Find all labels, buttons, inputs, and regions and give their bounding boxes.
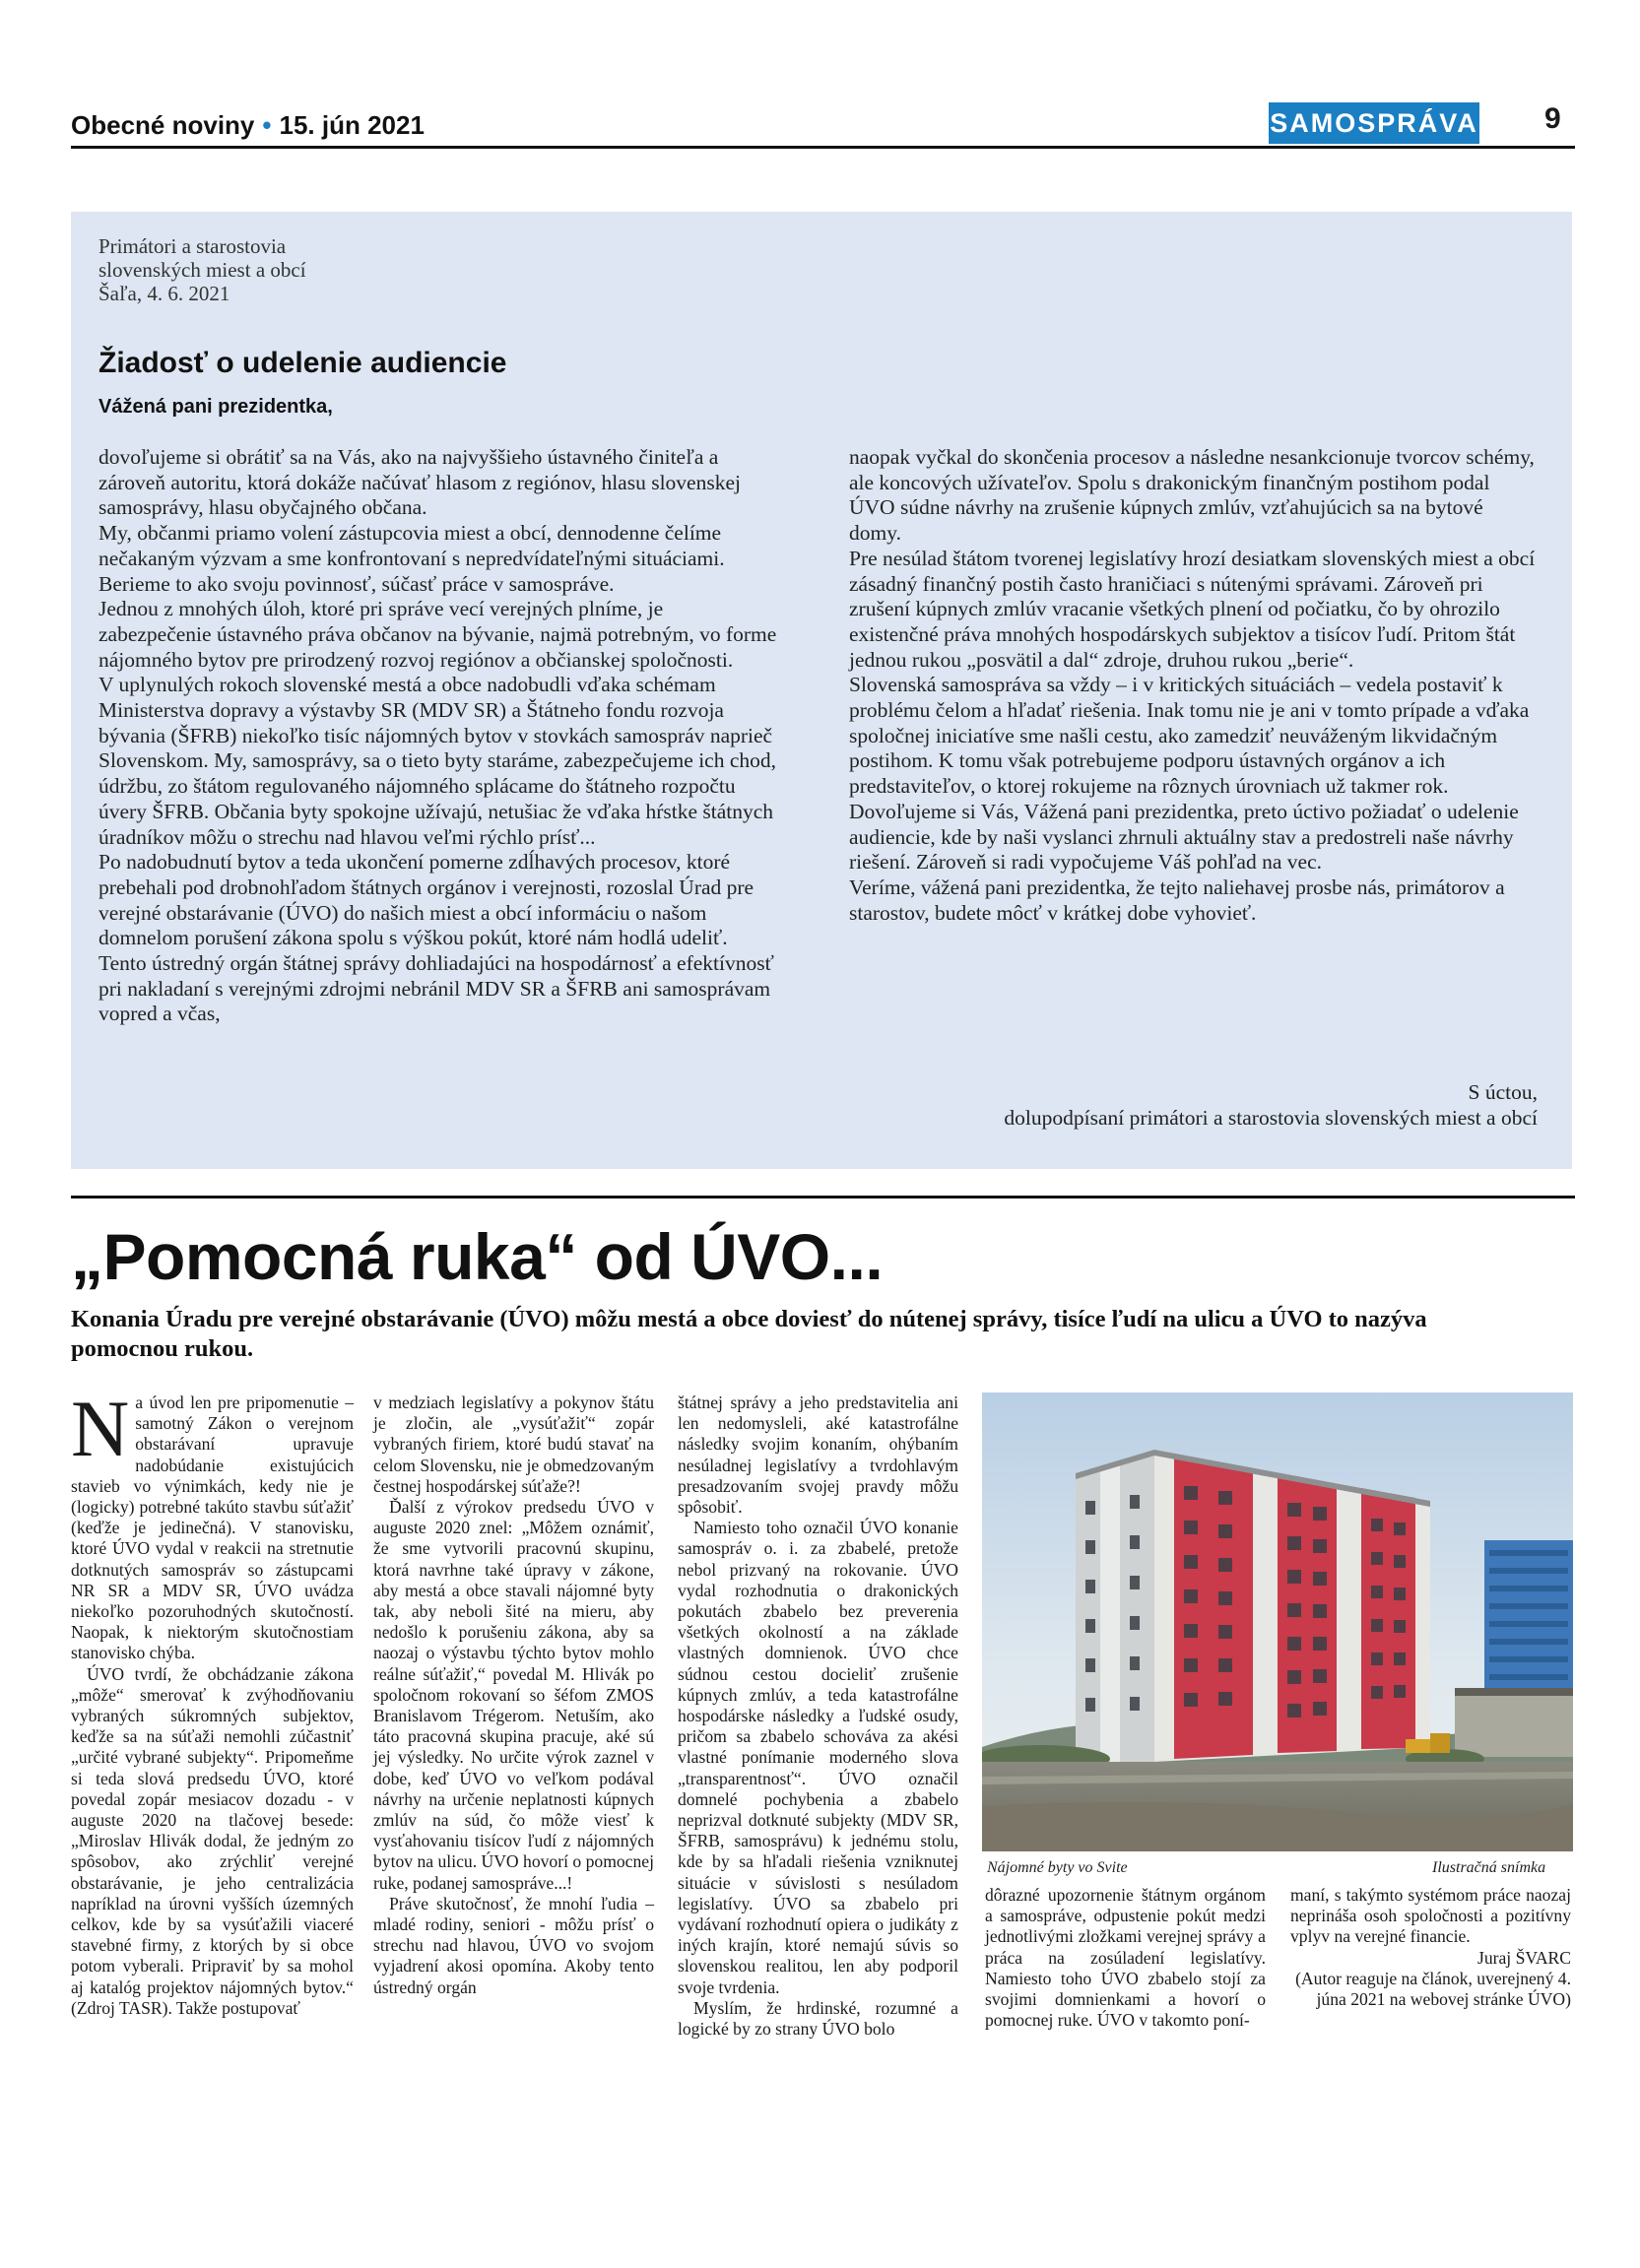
- header-separator: •: [262, 110, 272, 140]
- letter-sender: [98, 234, 306, 305]
- letter-paragraph: Slovenská samospráva sa vždy – i v kritických situáciách – vedela postaviť k problému čelom a hľadať riešenia. Inak tomu nie je ani v tomto prípade a vďaka spoločnej iniciatíve sme našli cestu, ako zamedziť neuváženým likvidačným postihom. K tomu však potrebujeme podporu ústavných orgánov a ich predstaviteľov, o ktorej rokujeme na rôznych úrovniach už takmer rok.: [849, 673, 1530, 799]
- article-paragraph: Namiesto toho označil ÚVO konanie samospráv o. i. za zbabelé, pretože nebol prizvaný na rokovanie. ÚVO vydal rozhodnutia o drakonických pokutách zbabelo bez preverenia všetkých okolností a na základe vlastných domnienok. ÚVO chce súdnou cestou docieliť zrušenie kúpnych zmlúv, a teda katastrofálne hospodárske následky a ľudské osudy, pričom sa zbabelo schováva za akési vlastné ponímanie moderného slova „transparentnosť“. ÚVO označil domnelé pochybenia a zbabelo neprizval dotknuté subjekty (MDV SR, ŠFRB, samosprávu) k jednému stolu, kde by sa hľadali riešenia vzniknutej situácie v súvislosti s nesúladom legislatívy. ÚVO sa zbabelo pri vydávaní rozhodnutí opiera o judikáty z iných krajín, ktoré nemajú súvis so slovenskou realitou, len aby podporil svoje tvrdenia.: [678, 1518, 958, 1997]
- article-paragraph: v medziach legislatívy a pokynov štátu je zločin, ale „vysúťažiť“ zopár vybraných firiem, ktoré budú stavať na celom Slovensku, nie je obmedzovaným čestnej hospodárskej súťaže?!: [373, 1393, 654, 1496]
- letter-title: Žiadosť o udelenie audiencie: [98, 347, 507, 379]
- author-note: (Autor reaguje na článok, uverejnený 4. júna 2021 na webovej stránke ÚVO): [1295, 1968, 1571, 2010]
- article-paragraph: ÚVO tvrdí, že obchádzanie zákona „môže“ smerovať k zvýhodňovaniu vybraných súkromných subjektov, keďže sa na súťaži nemohli zúčastniť „určité vybrané subjekty“. Pripomeňme si teda slová predsedu ÚVO, ktoré povedal zopár mesiacov dozadu - v auguste 2020 na tlačovej besede: „Miroslav Hlivák dodal, že jedným zo spôsobov, ako zrýchliť verejné obstarávanie, je jeho centralizácia napríklad na úrovni vyšších územných celkov, kde by sa vysúťažili viaceré stavebné firmy, z ktorých by si obce potom vyberali. Pripraviť by sa mohol aj katalóg projektov nájomných bytov.“ (Zdroj TASR). Takže postupovať: [71, 1663, 354, 2018]
- sender-line: slovenských miest a obcí: [98, 258, 306, 282]
- letter-paragraph: Dovoľujeme si Vás, Vážená pani prezidentka, preto úctivo požiadať o udelenie audiencie, kde by naši vyslanci zhrnuli aktuálny stav a predostreli naše návrhy riešení. Zároveň si radi vypočujeme Váš pohľad na vec.: [849, 799, 1519, 875]
- article-column-2: [373, 1393, 654, 1998]
- letter-paragraph: Veríme, vážená pani prezidentka, že tejto naliehavej prosbe nás, primátorov a starostov, budete môcť v krátkej dobe vyhovieť.: [849, 875, 1505, 925]
- sender-line: Primátori a starostovia: [98, 234, 287, 258]
- page-number: 9: [1544, 102, 1561, 135]
- sender-line: Šaľa, 4. 6. 2021: [98, 282, 230, 305]
- letter-paragraph: My, občanmi priamo volení zástupcovia miest a obcí, dennodenne čelíme nečakaným výzvam a sme konfrontovaní s nepredvídateľnými situáciami. Berieme to ako svoju povinnosť, súčasť práce v samospráve.: [98, 521, 725, 596]
- letter-paragraph: Jednou z mnohých úloh, ktoré pri správe vecí verejných plníme, je zabezpečenie ústavného práva občanov na bývanie, najmä potrebným, vo forme nájomného bytov pre prirodzený rozvoj regiónov a občianskej spoločnosti.: [98, 597, 777, 672]
- letter-signature: dolupodpísaní primátori a starostovia slovenských miest a obcí: [1004, 1106, 1538, 1130]
- letter-paragraph: Po nadobudnutí bytov a teda ukončení pomerne zdĺhavých procesov, ktoré prebehali pod drobnohľadom štátnych orgánov i verejnosti, rozoslal Úrad pre verejné obstarávanie (ÚVO) do našich miest a obcí informáciu o našom domnelom porušení zákona spolu s výškou pokút, ktoré nám hodlá udeliť. Tento ústredný orgán štátnej správy dohliadajúci na hospodárnosť a efektívnosť pri nakladaní s verejnými zdrojmi nebránil MDV SR a ŠFRB ani samosprávam vopred a včas,: [98, 850, 774, 1026]
- photo-caption: Nájomné byty vo Svite: [987, 1859, 1128, 1876]
- letter-paragraph: dovoľujeme si obrátiť sa na Vás, ako na najvyššieho ústavného činiteľa a zároveň autoritu, ktorá dokáže načúvať hlasom z regiónov, hlasu slovenskej samosprávy, hlasu obyčajného občana.: [98, 445, 741, 520]
- article-column-4: [985, 1885, 1266, 2031]
- letter-column-left: [98, 445, 778, 1027]
- letter-paragraph: V uplynulých rokoch slovenské mestá a obce nadobudli vďaka schémam Ministerstva dopravy a výstavby SR (MDV SR) a Štátneho fondu rozvoja bývania (ŠFRB) niekoľko tisíc nájomných bytov v stovkách samospráv naprieč Slovenskom. My, samosprávy, sa o tieto byty staráme, zabezpečujeme ich chod, údržbu, zo štátom regulovaného nájomného splácame do štátneho rozpočtu úvery ŠFRB. Občania byty spokojne užívajú, netušiac že vďaka hŕstke štátnych úradníkov môžu o strechu nad hlavou veľmi rýchlo prísť...: [98, 673, 777, 849]
- article-paragraph: maní, s takýmto systémom práce naozaj neprináša osoh spoločnosti a pozitívny vplyv na verejné financie.: [1290, 1885, 1571, 1947]
- article-rule: [71, 1196, 1575, 1199]
- article-paragraph: Myslím, že hrdinské, rozumné a logické by zo strany ÚVO bolo: [678, 1997, 958, 2040]
- article-paragraph: dôrazné upozornenie štátnym orgánom a samospráve, odpustenie pokút medzi jednotlivými zložkami verejnej správy a práca na zosúladení legislatívy. Namiesto toho ÚVO zbabelo stojí za svojimi domnienkami a hovorí o pomocnej ruke. ÚVO v takomto poní-: [985, 1885, 1266, 2031]
- article-paragraph: Práve skutočnosť, že mnohí ľudia – mladé rodiny, seniori - môžu prísť o strechu nad hlavou, ÚVO vo svojom vyjadrení akosi opomína. Akoby tento ústredný orgán: [373, 1893, 654, 1997]
- article-paragraph: [71, 1384, 354, 1664]
- section-badge: SAMOSPRÁVA: [1269, 102, 1479, 144]
- issue-date: 15. jún 2021: [279, 110, 425, 140]
- letter-salutation: Vážená pani prezidentka,: [98, 396, 333, 418]
- article-paragraph: Ďalší z výrokov predsedu ÚVO v auguste 2020 znel: „Môžem oznámiť, že sme vytvorili pracovnú skupinu, ktorá navrhne také úpravy v zákone, aby mestá a obce stavali nájomné byty tak, aby neboli šité na mieru, aby nedošlo k porušeniu zákona, aby sa naozaj o výstavbu týchto bytov mohlo reálne súťažiť,“ povedal M. Hlivák po spoločnom rokovaní so šéfom ZMOS Branislavom Trégerom. Netuším, ako táto pracovná skupina pracuje, aké sú jej výsledky. No určite výrok zaznel v dobe, keď ÚVO vo veľkom podával návrhy na určenie neplatnosti kúpnych zmlúv na súd, čo môže viesť k vysťahovaniu tisícov ľudí z nájomných bytov na ulicu. ÚVO hovorí o pomocnej ruke, podanej samospráve...!: [373, 1497, 654, 1893]
- header-rule: [71, 146, 1575, 149]
- photo-credit: Ilustračná snímka: [1432, 1859, 1546, 1876]
- article-headline: „Pomocná ruka“ od ÚVO...: [71, 1220, 884, 1293]
- article-author: Juraj ŠVARC: [1477, 1947, 1571, 1968]
- letter-paragraph: Pre nesúlad štátom tvorenej legislatívy hrozí desiatkam slovenských miest a obcí zásadný finančný postih často hraničiaci s nútenými správami. Zároveň pri zrušení kúpnych zmlúv vracanie všetkých plnení od počiatku, čo by ohrozilo existenčné práva mnohých hospodárskych subjektov a tisícov ľudí. Pritom štát jednou rukou „posvätil a dal“ zdroje, druhou rukou „berie“.: [849, 546, 1536, 672]
- apartment-building-photo: [982, 1393, 1573, 1851]
- article-column-1: [71, 1384, 354, 2019]
- paragraph-text: a úvod len pre pripomenutie – samotný Zákon o verejnom obstarávaní upravuje nadobúdanie existujúcich stavieb vo výnimkách, kedy nie je (logicky) potrebné takúto stavbu súťažiť (keďže je jedinečná). V stanovisku, ktoré ÚVO vydal v reakcii na stretnutie dotknutých samospráv so zástupcami NR SR a MDV SR, ÚVO uvádza niekoľko pozoruhodných skutočností. Naopak, k niektorým skutočnostiam stanovisko chýba.: [71, 1393, 354, 1663]
- drop-cap: N: [71, 1384, 130, 1473]
- article-lead: Konania Úradu pre verejné obstarávanie (ÚVO) môžu mestá a obce doviesť do nútenej správy, tisíce ľudí na ulicu a ÚVO to nazýva pomocnou rukou.: [71, 1306, 1427, 1362]
- article-column-3: [678, 1393, 958, 2040]
- publication-header: [71, 110, 425, 141]
- article-column-5: [1290, 1885, 1571, 2010]
- publication-name: Obecné noviny: [71, 110, 255, 140]
- article-paragraph: štátnej správy a jeho predstavitelia ani len nedomysleli, aké katastrofálne následky svojim konaním, ohýbaním nesúladnej legislatívy a tvrdohlavým presadzovaním svojej pravdy môžu spôsobiť.: [678, 1393, 958, 1518]
- letter-paragraph: naopak vyčkal do skončenia procesov a následne nesankcionuje tvorcov schémy, ale koncových užívateľov. Spolu s drakonickým finančným postihom podal ÚVO súdne návrhy na zrušenie kúpnych zmlúv, vzťahujúcich sa na bytové domy.: [849, 445, 1535, 546]
- letter-column-right: [849, 445, 1539, 926]
- letter-closing: S úctou,: [1468, 1080, 1538, 1104]
- photo-illustration: [982, 1393, 1573, 1851]
